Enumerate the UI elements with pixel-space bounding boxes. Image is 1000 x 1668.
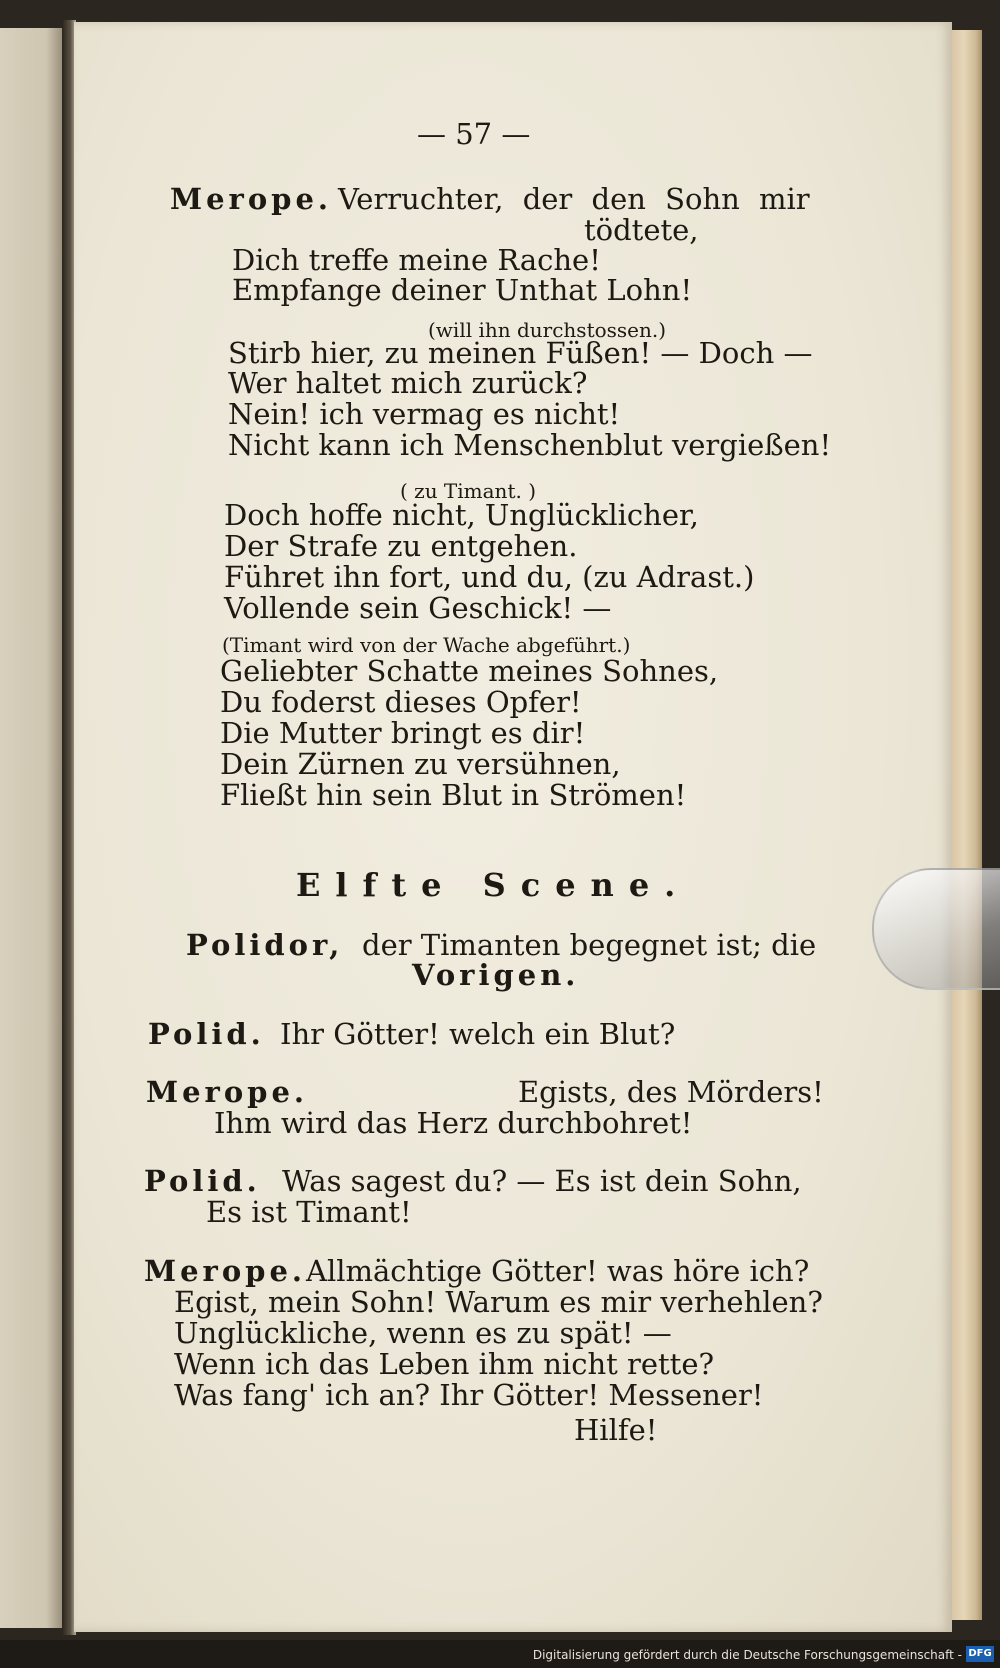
verse-line: Nicht kann ich Menschenblut vergießen! — [228, 428, 832, 462]
verse-line: Hilfe! — [574, 1413, 658, 1447]
stage-direction: (Timant wird von der Wache abgeführt.) — [222, 633, 631, 657]
funding-credit: Digitalisierung gefördert durch die Deutsche Forschungsgemeinschaft - — [532, 1648, 962, 1662]
verse-line: Allmächtige Götter! was höre ich? — [306, 1254, 810, 1288]
speaker-merope: Merope. — [144, 1254, 306, 1288]
verse-line: Wenn ich das Leben ihm nicht rette? — [174, 1347, 715, 1381]
verse-line: Fließt hin sein Blut in Strömen! — [220, 778, 687, 812]
verse-line: Führet ihn fort, und du, (zu Adrast.) — [224, 560, 755, 594]
verse-line: Dein Zürnen zu versühnen, — [220, 747, 621, 781]
verse-line: Ihr Götter! welch ein Blut? — [280, 1017, 676, 1051]
verse-line: Empfange deiner Unthat Lohn! — [232, 273, 693, 307]
verse-line: Egists, des Mörders! — [518, 1075, 824, 1109]
stage-direction: (will ihn durchstossen.) — [428, 318, 667, 342]
verse-line: Der Strafe zu entgehen. — [224, 529, 578, 563]
page-block-edge — [952, 30, 982, 1620]
verse-line: Dich treffe meine Rache! — [232, 243, 601, 277]
verse-line: Wer haltet mich zurück? — [228, 366, 588, 400]
verse-line: Vollende sein Geschick! — — [224, 591, 612, 625]
verse-line: Stirb hier, zu meinen Füßen! — Doch — — [228, 336, 813, 370]
verse-line: Ihm wird das Herz durchbohret! — [214, 1106, 693, 1140]
verse-line: Du foderst dieses Opfer! — [220, 685, 582, 719]
verse-line: Egist, mein Sohn! Warum es mir verhehlen? — [174, 1285, 823, 1319]
verse-line: tödtete, — [584, 213, 699, 247]
scene-description: der Timanten begegnet ist; die — [362, 928, 817, 962]
verse-line: Was fang' ich an? Ihr Götter! Messener! — [174, 1378, 764, 1412]
page-clip — [872, 868, 1000, 990]
verse-line: Doch hoffe nicht, Unglücklicher, — [224, 498, 699, 532]
speaker-merope: Merope. — [146, 1075, 308, 1109]
scene-heading: Elfte Scene. — [296, 866, 691, 904]
speaker-merope: Merope. — [170, 182, 332, 216]
speaker-polid: Polid. — [148, 1017, 265, 1051]
verse-line: Geliebter Schatte meines Sohnes, — [220, 654, 719, 688]
stage-direction: ( zu Timant. ) — [400, 479, 536, 503]
left-page-edge — [0, 28, 66, 1628]
speaker-polid: Polid. — [144, 1164, 261, 1198]
verse-line: Die Mutter bringt es dir! — [220, 716, 586, 750]
scene-description: Vorigen. — [412, 958, 580, 992]
verse-line: Es ist Timant! — [206, 1195, 412, 1229]
verse-line: Unglückliche, wenn es zu spät! — — [174, 1316, 672, 1350]
dfg-logo: DFG — [966, 1646, 994, 1662]
verse-line: Verruchter, der den Sohn mir — [338, 182, 810, 216]
verse-line: Was sagest du? — Es ist dein Sohn, — [282, 1164, 802, 1198]
page-number: — 57 — — [417, 117, 531, 151]
verse-line: Nein! ich vermag es nicht! — [228, 397, 621, 431]
speaker-polidor: Polidor, — [186, 928, 344, 962]
